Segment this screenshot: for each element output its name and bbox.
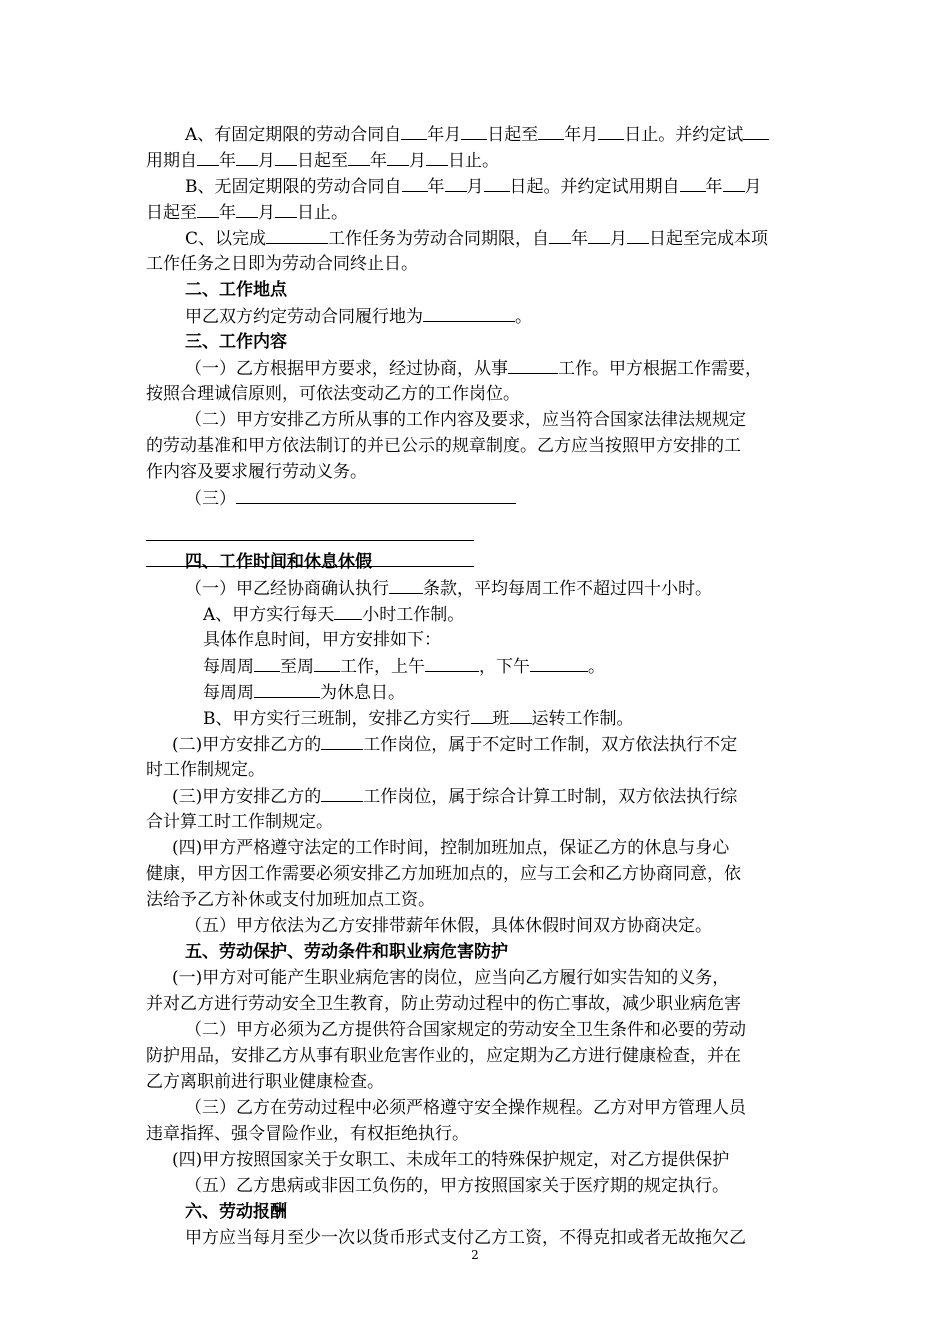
text-span: 为休息日。 bbox=[320, 683, 405, 703]
text-span: 小时工作制。 bbox=[362, 605, 465, 625]
text-line bbox=[146, 810, 806, 834]
text-span: 。 bbox=[515, 307, 532, 327]
text-span: 六、劳动报酬 bbox=[185, 1202, 287, 1222]
text-line bbox=[146, 200, 806, 225]
text-line bbox=[185, 122, 845, 147]
section-heading bbox=[185, 550, 845, 574]
fill-blank bbox=[197, 148, 219, 166]
text-span: （二）甲方必须为乙方提供符合国家规定的劳动安全卫生条件和必要的劳动 bbox=[185, 1020, 746, 1040]
text-span: （五）甲方依法为乙方安排带薪年休假，具体休假时间双方协商决定。 bbox=[185, 916, 712, 936]
text-line bbox=[146, 148, 806, 173]
text-span: 年 bbox=[705, 177, 723, 197]
text-span: 运转工作制。 bbox=[531, 709, 634, 729]
fill-blank bbox=[321, 784, 363, 802]
text-span: （三） bbox=[185, 489, 236, 509]
fill-blank bbox=[402, 174, 428, 192]
text-line bbox=[203, 602, 863, 627]
text-line bbox=[146, 434, 806, 458]
text-span: A、有固定期限的劳动合同自 bbox=[185, 125, 402, 145]
text-span: ，下午 bbox=[479, 657, 530, 677]
text-line bbox=[172, 732, 832, 757]
text-line bbox=[203, 706, 863, 731]
text-span: 日起。并约定试用期自 bbox=[509, 177, 680, 197]
text-span: 日止。并约定试 bbox=[624, 125, 744, 145]
text-span: 月 bbox=[581, 125, 599, 145]
fill-blank bbox=[236, 148, 258, 166]
text-span: 工作岗位，属于不定时工作制，双方依法执行不定 bbox=[363, 735, 738, 755]
text-line bbox=[185, 576, 845, 601]
text-span: 作内容及要求履行劳动义务。 bbox=[146, 462, 367, 482]
fill-blank bbox=[254, 654, 280, 672]
text-span: 月 bbox=[409, 151, 426, 171]
fill-blank bbox=[348, 148, 370, 166]
fill-blank bbox=[401, 122, 427, 140]
text-span: A、甲方实行每天 bbox=[203, 605, 335, 625]
text-span: 条款，平均每周工作不超过四十小时。 bbox=[423, 579, 712, 599]
text-span: 三、工作内容 bbox=[185, 332, 287, 352]
text-line bbox=[146, 888, 806, 912]
fill-blank bbox=[236, 200, 258, 218]
text-line bbox=[146, 252, 806, 276]
text-span: 时工作制规定。 bbox=[146, 760, 265, 780]
section-heading bbox=[185, 330, 845, 354]
text-span: 年 bbox=[219, 151, 236, 171]
fill-blank bbox=[275, 200, 297, 218]
text-line bbox=[185, 1226, 845, 1250]
text-line bbox=[203, 654, 863, 679]
text-span: (二)甲方安排乙方的 bbox=[172, 735, 322, 755]
text-span: 至周 bbox=[280, 657, 314, 677]
text-line bbox=[146, 460, 806, 484]
fill-blank bbox=[723, 174, 745, 192]
text-span: 每周周 bbox=[203, 683, 254, 703]
text-span: 工作任务之日即为劳动合同终止日。 bbox=[146, 254, 418, 274]
text-line bbox=[172, 1148, 832, 1172]
fill-blank bbox=[321, 732, 363, 750]
text-span: （一）甲乙经协商确认执行 bbox=[185, 579, 389, 599]
text-line bbox=[172, 966, 832, 990]
text-span: 班 bbox=[492, 709, 510, 729]
fill-blank bbox=[680, 174, 706, 192]
text-line bbox=[185, 174, 845, 199]
text-line bbox=[185, 304, 845, 329]
text-span: （一）乙方根据甲方要求，经过协商，从事 bbox=[185, 359, 508, 379]
text-span: 乙方离职前进行职业健康检查。 bbox=[146, 1072, 384, 1092]
fill-blank bbox=[445, 174, 467, 192]
fill-blank bbox=[461, 122, 487, 140]
text-span: （五）乙方患病或非因工负伤的，甲方按照国家关于医疗期的规定执行。 bbox=[185, 1176, 729, 1196]
text-span: 日止。 bbox=[448, 151, 499, 171]
text-line bbox=[146, 992, 806, 1016]
text-line bbox=[203, 628, 863, 652]
text-span: 并对乙方进行劳动安全卫生教育，防止劳动过程中的伤亡事故，减少职业病危害 bbox=[146, 994, 741, 1014]
fill-blank bbox=[236, 486, 516, 504]
text-line bbox=[146, 1070, 806, 1094]
text-span: 工作。甲方根据工作需要， bbox=[558, 359, 762, 379]
text-span: 甲方应当每月至少一次以货币形式支付乙方工资，不得克扣或者无故拖欠乙 bbox=[185, 1228, 746, 1248]
fill-blank bbox=[254, 680, 320, 698]
fill-blank bbox=[387, 148, 409, 166]
fill-blank bbox=[627, 226, 649, 244]
text-span: 合计算工时工作制规定。 bbox=[146, 812, 333, 832]
text-span: 年 bbox=[370, 151, 387, 171]
text-span: 二、工作地点 bbox=[185, 280, 287, 300]
text-span: 日止。 bbox=[297, 203, 348, 223]
text-line bbox=[146, 382, 806, 406]
text-span: 月 bbox=[444, 125, 462, 145]
text-span: 年 bbox=[219, 203, 236, 223]
text-line bbox=[185, 226, 845, 251]
text-line bbox=[172, 784, 832, 809]
text-span: 的劳动基准和甲方依法制订的并已公示的规章制度。乙方应当按照甲方安排的工 bbox=[146, 436, 741, 456]
fill-blank bbox=[588, 226, 610, 244]
fill-blank bbox=[426, 148, 448, 166]
text-span: 每周周 bbox=[203, 657, 254, 677]
text-span: 月 bbox=[258, 151, 275, 171]
text-span: 日起至完成本项 bbox=[649, 229, 769, 249]
text-span: 用期自 bbox=[146, 151, 197, 171]
fill-blank bbox=[510, 706, 532, 724]
page-number: 2 bbox=[471, 1248, 479, 1262]
text-span: 工作任务为劳动合同期限，自 bbox=[328, 229, 550, 249]
text-span: 年 bbox=[427, 177, 445, 197]
fill-blank bbox=[334, 602, 362, 620]
text-span: 四、工作时间和休息休假 bbox=[185, 552, 372, 572]
text-span: 年 bbox=[564, 125, 582, 145]
section-heading bbox=[185, 278, 845, 302]
fill-blank bbox=[389, 576, 423, 594]
text-line bbox=[185, 1096, 845, 1120]
text-span: 具体作息时间，甲方安排如下： bbox=[203, 630, 441, 650]
text-span: 月 bbox=[258, 203, 275, 223]
text-span: 年 bbox=[571, 229, 589, 249]
section-heading bbox=[185, 940, 845, 964]
text-line bbox=[185, 408, 845, 432]
text-span: 月 bbox=[610, 229, 628, 249]
text-line bbox=[185, 356, 845, 381]
text-span: 日起至 bbox=[487, 125, 539, 145]
text-line bbox=[203, 680, 863, 705]
text-span: 五、劳动保护、劳动条件和职业病危害防护 bbox=[185, 942, 508, 962]
text-line bbox=[185, 1018, 845, 1042]
fill-blank bbox=[484, 174, 510, 192]
text-span: B、甲方实行三班制，安排乙方实行 bbox=[203, 709, 471, 729]
section-heading bbox=[185, 1200, 845, 1224]
fill-blank bbox=[197, 200, 219, 218]
fill-blank bbox=[423, 304, 515, 322]
fill-blank bbox=[508, 356, 558, 374]
fill-blank bbox=[549, 226, 571, 244]
fill-blank bbox=[275, 148, 297, 166]
text-line bbox=[185, 914, 845, 938]
fill-blank bbox=[530, 654, 588, 672]
fill-blank bbox=[538, 122, 564, 140]
blank-rule bbox=[146, 566, 474, 567]
text-span: 按照合理诚信原则，可依法变动乙方的工作岗位。 bbox=[146, 384, 520, 404]
text-line bbox=[185, 1174, 845, 1198]
text-span: 工作岗位，属于综合计算工时制，双方依法执行综 bbox=[363, 787, 738, 807]
text-line bbox=[146, 1044, 806, 1068]
text-span: 防护用品，安排乙方从事有职业危害作业的，应定期为乙方进行健康检查，并在 bbox=[146, 1046, 741, 1066]
text-span: 月 bbox=[744, 177, 762, 197]
text-span: （三）乙方在劳动过程中必须严格遵守安全操作规程。乙方对甲方管理人员 bbox=[185, 1098, 746, 1118]
text-span: 日起至 bbox=[146, 203, 197, 223]
fill-blank bbox=[598, 122, 624, 140]
text-line bbox=[146, 758, 806, 782]
text-span: 日起至 bbox=[297, 151, 348, 171]
text-span: (四)甲方按照国家关于女职工、未成年工的特殊保护规定，对乙方提供保护 bbox=[172, 1150, 730, 1170]
text-span: 工作，上午 bbox=[340, 657, 425, 677]
text-span: 法给予乙方补休或支付加班加点工资。 bbox=[146, 890, 435, 910]
text-line bbox=[146, 862, 806, 886]
fill-blank bbox=[743, 122, 769, 140]
text-span: （二）甲方安排乙方所从事的工作内容及要求，应当符合国家法律法规规定 bbox=[185, 410, 746, 430]
text-span: (一)甲方对可能产生职业病危害的岗位，应当向乙方履行如实告知的义务， bbox=[172, 968, 730, 988]
text-span: 健康，甲方因工作需要必须安排乙方加班加点的，应与工会和乙方协商同意，依 bbox=[146, 864, 741, 884]
text-span: 违章指挥、强令冒险作业，有权拒绝执行。 bbox=[146, 1124, 469, 1144]
text-line bbox=[185, 486, 845, 511]
blank-rule bbox=[146, 540, 474, 541]
fill-blank bbox=[266, 226, 328, 244]
text-line bbox=[172, 836, 832, 860]
fill-blank bbox=[425, 654, 479, 672]
text-span: B、无固定期限的劳动合同自 bbox=[185, 177, 402, 197]
text-span: 。 bbox=[588, 657, 605, 677]
text-span: C、以完成 bbox=[185, 229, 267, 249]
fill-blank bbox=[314, 654, 340, 672]
fill-blank bbox=[471, 706, 493, 724]
text-span: (三)甲方安排乙方的 bbox=[172, 787, 322, 807]
text-span: 年 bbox=[427, 125, 445, 145]
text-span: 甲乙双方约定劳动合同履行地为 bbox=[185, 307, 423, 327]
text-span: 月 bbox=[466, 177, 484, 197]
text-line bbox=[146, 1122, 806, 1146]
text-span: (四)甲方严格遵守法定的工作时间，控制加班加点，保证乙方的休息与身心 bbox=[172, 838, 730, 858]
